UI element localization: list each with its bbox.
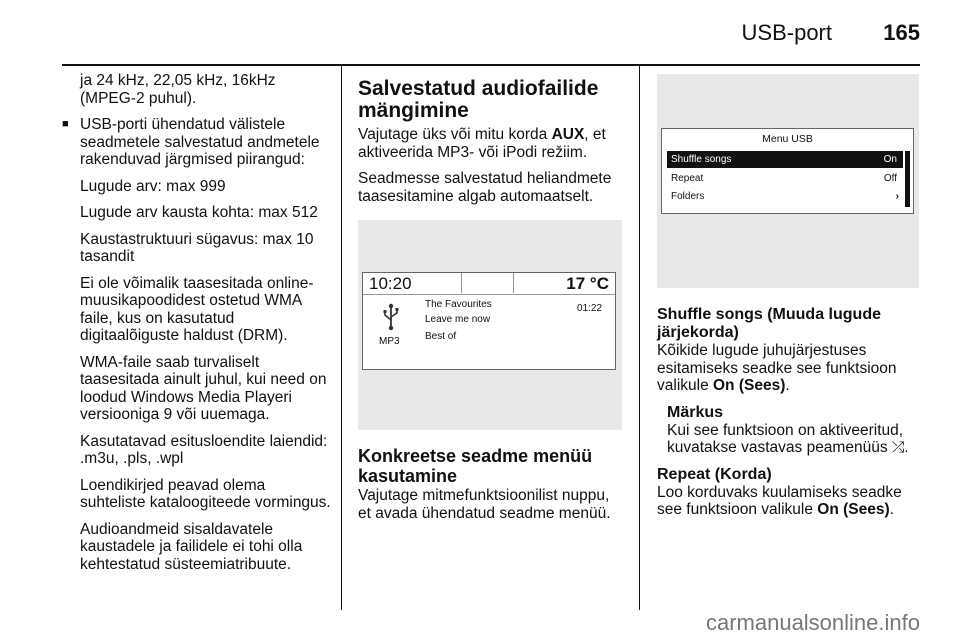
note-box bbox=[657, 404, 921, 457]
list-item: Loendikirjed peavad olema suhteliste kataloogiteede vormingus. bbox=[80, 476, 331, 511]
shuffle-icon: ⤮ bbox=[891, 439, 905, 456]
menu-row-value: On bbox=[883, 154, 897, 165]
paragraph: Vajutage üks või mitu korda AUX, et aktiveerida MP3- või iPodi režiim. bbox=[358, 126, 606, 161]
paragraph: Loo korduvaks kuulamiseks seadke see funktsioon valikule On (Sees). bbox=[657, 483, 902, 518]
menu-screen bbox=[661, 128, 914, 214]
menu-row-label: Repeat bbox=[671, 173, 704, 184]
menu-row-value: Off bbox=[883, 173, 897, 184]
paragraph: Seadmesse salvestatud heliandmete taasesitamine algab automaatselt. bbox=[358, 170, 612, 205]
column-1 bbox=[62, 72, 334, 582]
lcd-screen bbox=[362, 272, 616, 370]
list-item: WMA-faile saab turvaliselt taasesitada ainult juhul, kui need on loodud Windows Media Playeri versiooniga 9 või uuemaga. bbox=[80, 353, 327, 423]
page-number: 165 bbox=[883, 20, 920, 45]
menu-row-label: Folders bbox=[671, 191, 705, 202]
track-item: Leave me now bbox=[425, 314, 491, 325]
bullet-paragraph: ■ USB-porti ühendatud välistele seadmetele salvestatud andmetele rakenduvad järgmised piirangud: bbox=[62, 116, 334, 169]
section-heading: Salvestatud audiofailide mängimine bbox=[358, 77, 599, 122]
display-divider bbox=[513, 273, 514, 293]
display-divider bbox=[461, 273, 462, 293]
paragraph: Kõikide lugude juhujärjestuses esitamiseks seadke see funktsioon valikule On (Sees). bbox=[657, 342, 897, 394]
watermark: carmanualsonline.info bbox=[705, 610, 920, 635]
temperature: 17 °C bbox=[566, 274, 609, 293]
elapsed-time: 01:22 bbox=[577, 303, 603, 314]
paragraph: Vajutage mitmefunktsioonilist nuppu, et avada ühendatud seadme menüü. bbox=[358, 487, 611, 522]
track-item: Best of bbox=[425, 331, 457, 342]
menu-row-selected[interactable] bbox=[667, 151, 903, 168]
paragraph: ja 24 kHz, 22,05 kHz, 16kHz (MPEG-2 puhul). bbox=[80, 72, 276, 107]
column-divider-1 bbox=[341, 66, 342, 610]
source-label: MP3 bbox=[379, 336, 400, 347]
clock: 10:20 bbox=[369, 274, 412, 293]
scrollbar[interactable] bbox=[905, 151, 910, 207]
section-heading: Konkreetse seadme menüü kasutamine bbox=[358, 446, 593, 486]
column-divider-2 bbox=[639, 66, 640, 610]
page-header-title: USB-port bbox=[741, 20, 832, 45]
column-2-lower bbox=[358, 446, 624, 531]
menu-row[interactable] bbox=[667, 171, 903, 187]
list-item: Lugude arv: max 999 bbox=[80, 177, 226, 195]
menu-row-label: Shuffle songs bbox=[671, 154, 732, 165]
note-text: Kui see funktsioon on aktiveeritud, kuvatakse vastavas peamenüüs ⤮. bbox=[667, 421, 909, 456]
header-rule bbox=[62, 64, 920, 66]
usb-icon bbox=[381, 303, 401, 331]
menu-row[interactable] bbox=[667, 189, 903, 205]
usb-menu-illustration bbox=[657, 74, 919, 288]
note-title: Märkus bbox=[667, 403, 724, 421]
track-item: The Favourites bbox=[425, 299, 492, 310]
list-item: Kasutatavad esitusloendite laiendid: .m3u, .pls, .wpl bbox=[80, 432, 328, 467]
column-2 bbox=[358, 78, 624, 214]
chevron-right-icon: › bbox=[895, 191, 899, 202]
option-heading: Repeat (Korda) bbox=[657, 465, 772, 483]
menu-title: Menu USB bbox=[762, 133, 813, 145]
list-item: Audioandmeid sisaldavatele kaustadele ja failidele ei tohi olla kehtestatud süsteemiatribuute. bbox=[80, 520, 303, 573]
list-item: Ei ole võimalik taasesitada online-muusikapoodidest ostetud WMA faile, kus on kasutatud digitaalõiguste haldust (DRM). bbox=[80, 274, 314, 344]
column-3 bbox=[657, 306, 921, 528]
display-rule bbox=[363, 294, 615, 295]
list-item: Lugude arv kausta kohta: max 512 bbox=[80, 204, 318, 221]
list-item: Kaustastruktuuri sügavus: max 10 tasandit bbox=[80, 230, 314, 265]
option-heading: Shuffle songs (Muuda lugude järjekorda) bbox=[657, 306, 881, 341]
radio-display-illustration bbox=[358, 220, 622, 430]
